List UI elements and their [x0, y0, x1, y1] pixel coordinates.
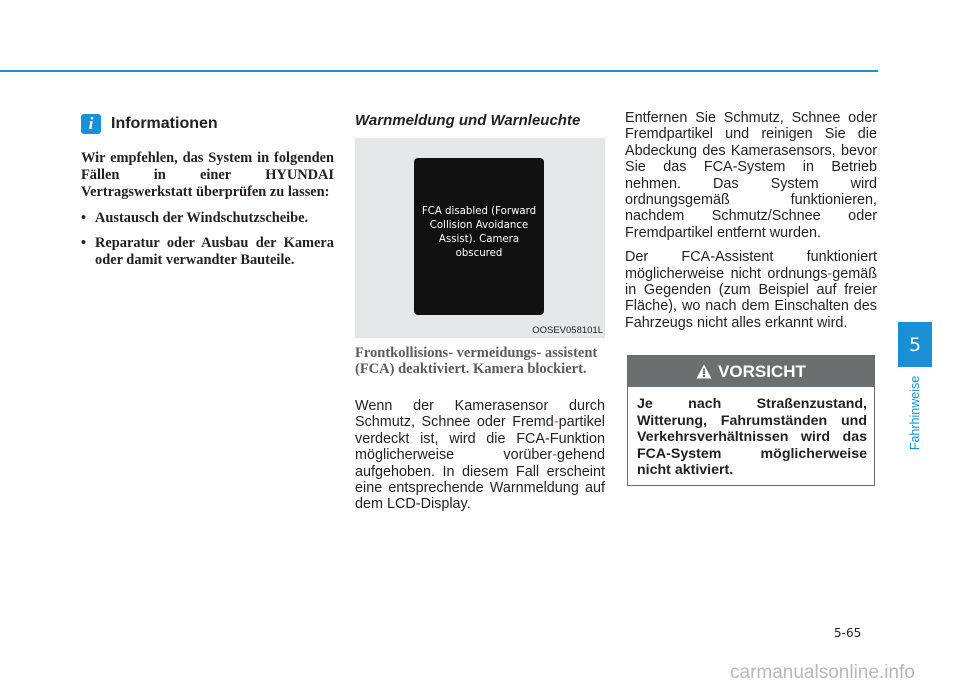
hyphen: - — [553, 414, 559, 431]
hyphen: - — [552, 447, 557, 464]
info-bullet-text: Reparatur oder Ausbau der Kamera oder damit verwandter Bauteile. — [95, 235, 334, 268]
lcd-message: FCA disabled (Forward Collision Avoidance Assist). Camera obscured — [421, 205, 537, 259]
info-section — [81, 112, 334, 277]
info-body — [81, 150, 334, 269]
info-bullet-item: • Reparatur oder Ausbau der Kamera oder damit verwandter Bauteile. — [81, 235, 334, 268]
figure-code: OOSEV058101L — [532, 325, 603, 336]
caution-title: VORSICHT — [718, 361, 806, 381]
info-intro: Wir empfehlen, das System in folgenden Fällen in einer HYUNDAI Vertragswerkstatt überprüfen zu lassen: — [81, 150, 334, 200]
lcd-display — [414, 158, 544, 315]
page-number: 5-65 — [834, 626, 862, 640]
header-rule — [0, 70, 878, 72]
right-paragraph-1: Entfernen Sie Schmutz, Schnee oder Fremdpartikel und reinigen Sie die Abdeckung des Kamerasensors, bevor Sie das FCA-System in Betrieb nehmen. Das System wird ordnungsgemäß funktionieren, nachdem Schmutz/Schnee oder Fremdpartikel entfernt wurden. — [625, 110, 877, 241]
warning-heading: Warnmeldung und Warnleuchte — [355, 112, 581, 129]
right-paragraph-2 — [625, 249, 877, 331]
watermark: carmanualsonline.info — [730, 662, 915, 683]
caution-box — [627, 355, 875, 486]
info-icon: i — [81, 114, 101, 134]
chapter-tab[interactable]: 5 — [898, 322, 932, 367]
info-bullet-text: Austausch der Windschutzscheibe. — [95, 210, 309, 226]
figure-caption: Frontkollisions- vermeidungs- assistent (FCA) deaktiviert. Kamera blockiert. — [355, 345, 598, 377]
info-header — [81, 112, 334, 136]
chapter-label: Fahrhinweise — [908, 375, 922, 451]
info-bullet-list — [81, 210, 334, 269]
warning-section — [355, 112, 605, 513]
text-run: partikel verdeckt ist, wird die FCA-Funktion möglicherweise vorüber — [355, 414, 605, 464]
info-bullet-item: • Austausch der Windschutzscheibe. — [81, 210, 309, 226]
text-run: Der FCA-Assistent funktioniert möglicherweise nicht ordnungs — [625, 249, 877, 282]
warning-triangle-icon — [696, 364, 712, 379]
text-run: gemäß in Gegenden (zum Beispiel auf freier Fläche), wo nach dem Einschalten des Fahrzeugs nicht alles erkannt wird. — [625, 265, 877, 331]
caution-header — [628, 356, 874, 387]
info-title: Informationen — [111, 115, 218, 132]
caution-text: Je nach Straßenzustand, Witterung, Fahrumständen und Verkehrsverhältnissen wird das FCA-System möglicherweise nicht aktiviert. — [637, 396, 867, 479]
warning-paragraph — [355, 398, 605, 513]
right-column — [625, 110, 877, 339]
text-run: gehend aufgehoben. In diesem Fall erscheint eine entsprechende Warnmeldung auf dem LCD-Display. — [355, 447, 605, 513]
text-run: Wenn der Kamerasensor durch Schmutz, Schnee oder Fremd — [355, 398, 605, 431]
cluster-display-figure — [355, 138, 605, 338]
hyphen: - — [827, 265, 833, 282]
